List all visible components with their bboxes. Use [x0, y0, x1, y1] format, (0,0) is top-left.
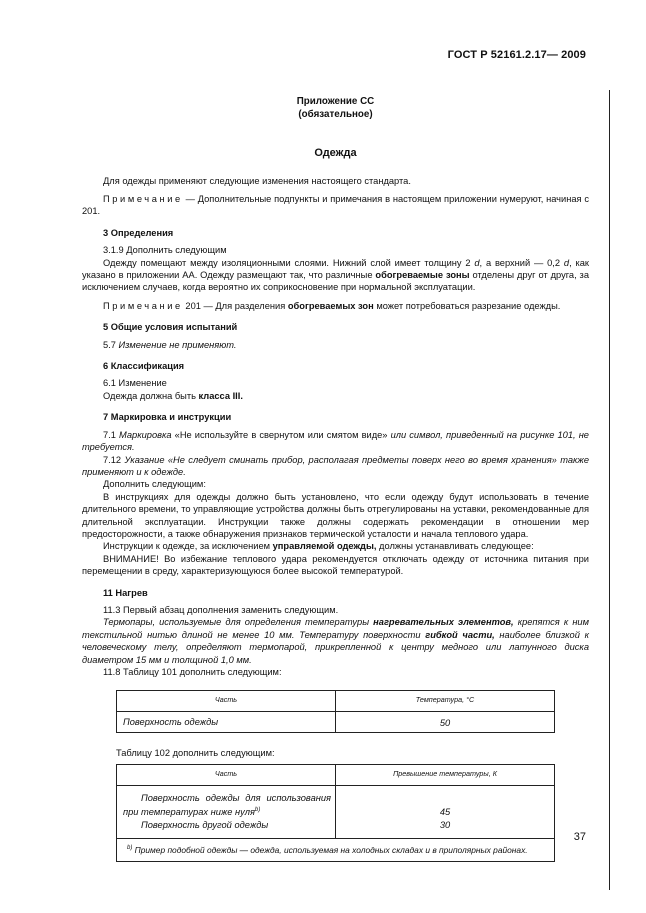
table-cell-value: 50	[336, 711, 555, 732]
note-label: Примечание	[103, 194, 183, 204]
text-run: 5.7	[103, 339, 119, 350]
text-run: Поверхность одежды для использования при температурах ниже нуля	[123, 792, 331, 818]
text-run-italic: Термопары, используемые для определения температуры	[103, 617, 374, 628]
table-header-temperature-rise: Превышение температуры, К	[336, 765, 555, 785]
s11-p2	[82, 616, 589, 666]
s3-p2	[82, 257, 589, 294]
page-number: 37	[573, 831, 586, 843]
table-cell-parts	[117, 785, 336, 838]
table-footnote-row	[117, 838, 555, 861]
annex-label: Приложение СС	[296, 96, 375, 107]
table-cell-part: Поверхность одежды	[117, 711, 336, 732]
text-run-italic: d	[474, 257, 480, 268]
section-5-heading: 5 Общие условия испытаний	[103, 322, 238, 333]
table-102-addition	[116, 764, 555, 862]
table-header-row	[117, 765, 555, 785]
s11-p1: 11.3 Первый абзац дополнения заменить следующим.	[103, 604, 339, 615]
s7-p5	[82, 540, 589, 552]
text-run-italic: Указание	[124, 454, 165, 465]
margin-rule	[609, 90, 610, 890]
table-row	[117, 711, 555, 732]
text-run: 201 — Для разделения	[182, 300, 288, 311]
text-run-bold: класса III.	[198, 390, 243, 401]
table-row	[117, 785, 555, 838]
table-part-line	[123, 792, 331, 819]
section-6-heading: 6 Классификация	[103, 361, 185, 372]
footnote-ref: b)	[254, 807, 261, 814]
table-cell-values	[336, 785, 555, 838]
note-text: — Дополнительные подпункты и примечания в настоящем приложении нумеруют, начиная с 201.	[82, 194, 589, 217]
table-value: 45	[439, 807, 451, 818]
text-run-italic: наиболее близкой к человеческому телу, определяют термопарой, прикрепленной к центру медного или латунного диска диаметром 15 мм и толщиной 1,0 мм.	[82, 629, 589, 665]
page-content	[82, 96, 589, 862]
section-11-heading: 11 Нагрев	[103, 587, 148, 598]
s3-note	[82, 300, 589, 312]
s6-p2	[82, 390, 589, 402]
intro-paragraph: Для одежды применяют следующие изменения настоящего стандарта.	[103, 175, 411, 186]
table-102-caption: Таблицу 102 дополнить следующим:	[116, 747, 275, 758]
annex-title: Одежда	[314, 147, 357, 160]
section-7-heading: 7 Маркировка и инструкции	[103, 412, 232, 423]
text-run: может потребоваться разрезание одежды.	[373, 300, 561, 311]
text-run-bold: гибкой части,	[425, 629, 495, 640]
footnote-mark: b)	[127, 844, 133, 851]
table-value: 30	[439, 819, 451, 830]
s3-p1: 3.1.9 Дополнить следующим	[103, 245, 227, 256]
text-run-italic: или символ, приведенный на рисунке 101, не требуется.	[82, 429, 589, 453]
text-run-bold: обогреваемые зоны	[375, 270, 470, 281]
annex-status: (обязательное)	[298, 108, 373, 120]
table-101-addition	[116, 690, 555, 732]
standard-number: ГОСТ Р 52161.2.17— 2009	[447, 49, 586, 61]
table-header-row	[117, 691, 555, 711]
s7-p4: В инструкциях для одежды должно быть установлено, что если одежду будут использовать в течение длительного времени, то управляющие устройства должны быть отрегулированы на уставки, рекомендованные для длительной эксплуатации. Инструкции также должны содержать рекомендации в отношении мер предосторожности, а также обнаружения признаков термической усталости и начала теплового удара.	[82, 491, 589, 539]
s6-p1: 6.1 Изменение	[103, 378, 167, 389]
text-run-italic: Маркировка	[119, 429, 172, 440]
text-run: «Не используйте в свернутом или смятом виде»	[171, 429, 391, 440]
text-run-bold: нагревательных элементов,	[373, 617, 514, 628]
text-run-bold: обогреваемых зон	[287, 300, 374, 311]
text-run: 7.1	[103, 429, 120, 440]
text-run: Пример подобной одежды — одежда, используемая на холодных складах и в приполярных районах.	[132, 844, 528, 855]
s5-p1	[82, 339, 589, 351]
s7-p6: ВНИМАНИЕ! Во избежание теплового удара рекомендуется отключать одежду от источника питания при перемещении в среду, характеризующуюся более высокой температурой.	[82, 553, 589, 577]
text-run: , а верхний — 0,2	[479, 257, 564, 268]
text-run: Одежда должна быть	[103, 390, 199, 401]
table-header-temperature: Температура, °С	[336, 691, 555, 711]
table-header-part: Часть	[117, 691, 336, 711]
s7-p1	[82, 429, 589, 454]
table-part-line: Поверхность другой одежды	[141, 819, 269, 830]
text-run: отделены друг от друга, за исключением случаев, когда вероятно их соприкосновение при нормальной эксплуатации.	[82, 270, 589, 293]
s11-p3: 11.8 Таблицу 101 дополнить следующим:	[103, 667, 282, 677]
section-3-heading: 3 Определения	[103, 227, 174, 238]
note-label: Примечание	[103, 300, 183, 311]
text-run-italic: также применяют и к одежде.	[82, 454, 589, 477]
text-run-italic: d	[563, 257, 570, 268]
text-run-bold: управляемой одежды,	[272, 541, 377, 552]
text-run: Одежду помещают между изоляционными слоями. Нижний слой имеет толщину 2	[103, 257, 475, 268]
s7-p2	[82, 454, 589, 479]
text-run-italic: крепятся к ним текстильной нитью длиной не менее 10 мм. Температуру поверхности	[82, 617, 589, 640]
text-run-italic: «Не следует сминать прибор, располагая предметы поверх него во время хранения»	[164, 454, 561, 465]
text-run: 7.12	[103, 454, 125, 465]
intro-note	[82, 193, 589, 218]
table-footnote	[117, 838, 555, 861]
text-run: , как указано в приложении АА. Одежду размещают так, что различные	[82, 257, 589, 281]
s7-p3: Дополнить следующим:	[103, 479, 206, 490]
text-run: Инструкции к одежде, за исключением	[103, 541, 273, 552]
text-run-italic: Изменение не применяют.	[118, 339, 237, 350]
text-run: должны устанавливать следующее:	[376, 541, 534, 552]
table-header-part: Часть	[117, 765, 336, 785]
